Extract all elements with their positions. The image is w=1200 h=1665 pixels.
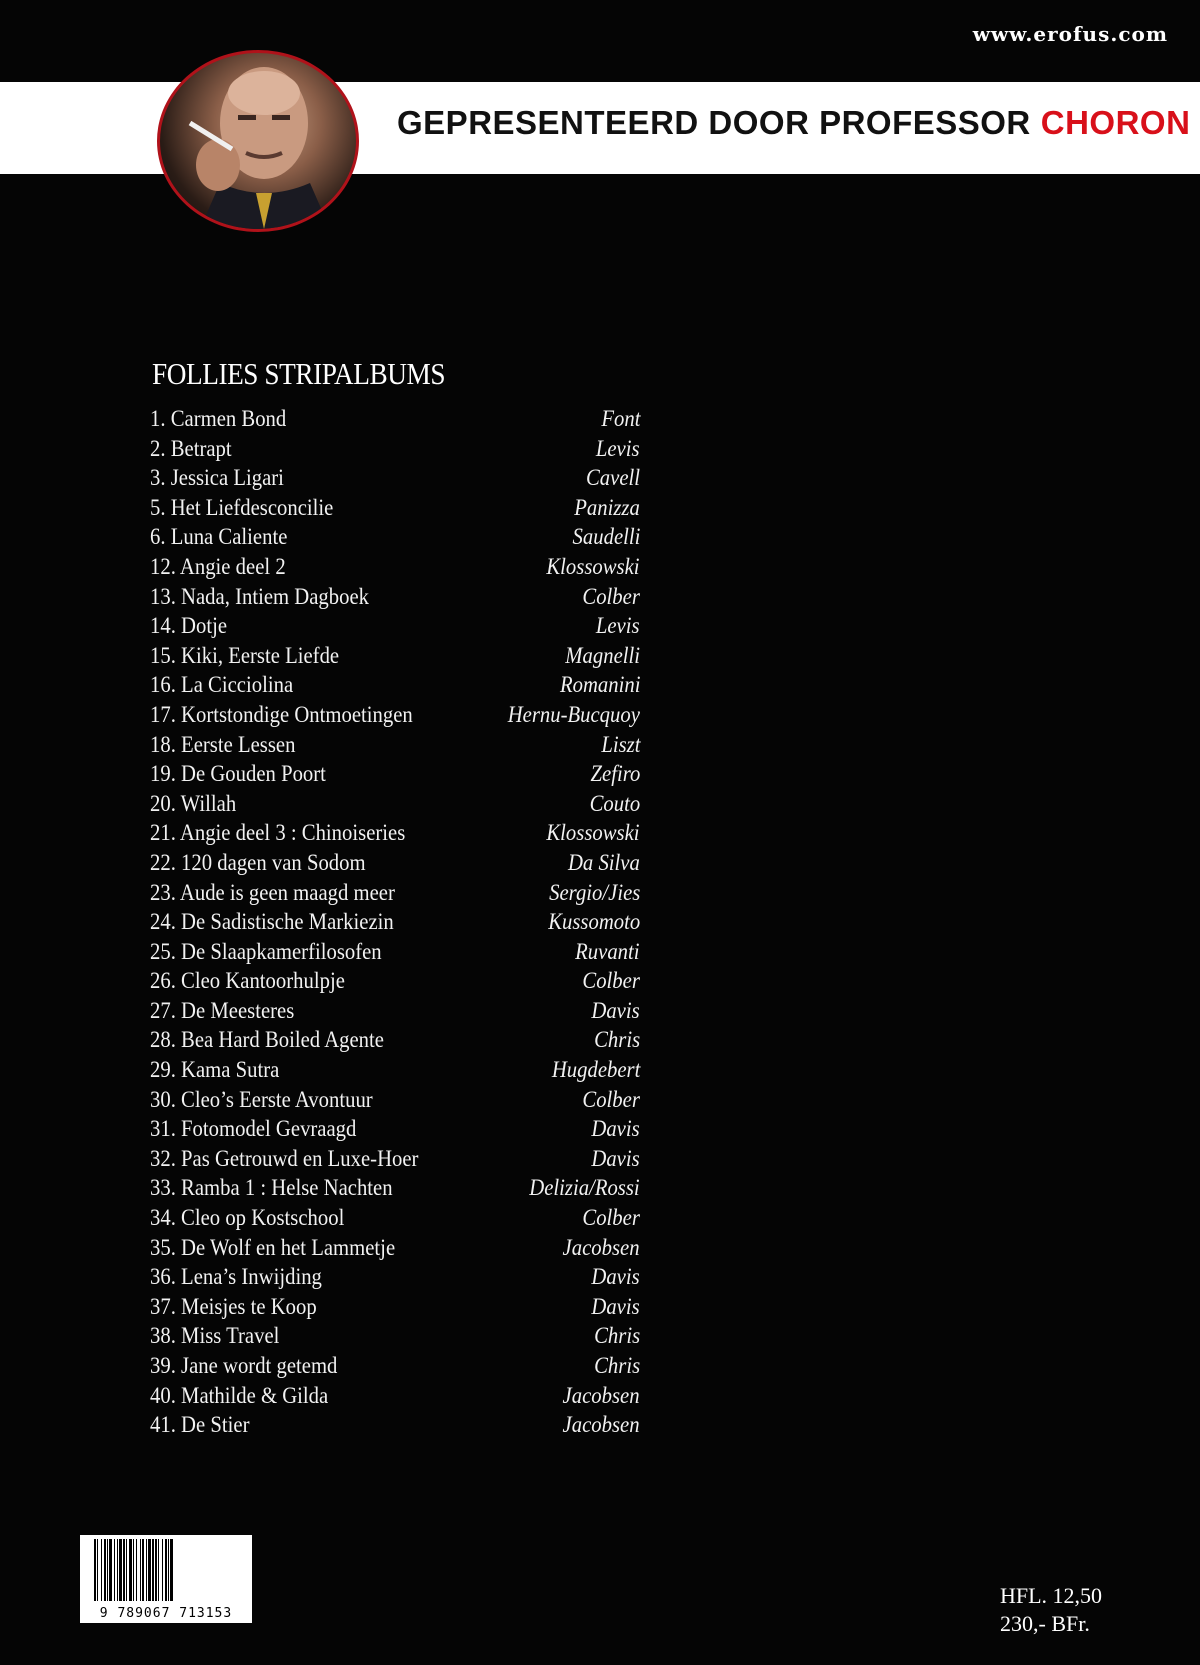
barcode-bar <box>140 1539 141 1601</box>
album-author: Levis <box>596 613 640 639</box>
list-item <box>150 1410 640 1440</box>
list-item <box>150 966 640 996</box>
list-item <box>150 700 640 730</box>
list-item <box>150 996 640 1026</box>
list-item <box>150 937 640 967</box>
barcode-bars <box>94 1539 242 1601</box>
album-title: 41. De Stier <box>150 1412 250 1438</box>
list-item <box>150 907 640 937</box>
list-item <box>150 1381 640 1411</box>
list-item <box>150 582 640 612</box>
album-author: Liszt <box>600 731 640 757</box>
album-title: 1. Carmen Bond <box>150 406 287 431</box>
list-item <box>150 404 640 434</box>
album-title: 2. Betrapt <box>150 435 232 461</box>
album-title: 18. Eerste Lessen <box>150 731 296 757</box>
album-title: 15. Kiki, Eerste Liefde <box>150 642 340 668</box>
album-title: 31. Fotomodel Gevraagd <box>150 1116 357 1142</box>
banner-text <box>397 104 1190 142</box>
barcode-bar <box>148 1539 151 1601</box>
album-author: Colber <box>582 968 640 994</box>
album-title: 29. Kama Sutra <box>150 1057 280 1083</box>
barcode-bar <box>109 1539 112 1601</box>
barcode-bar <box>97 1539 98 1601</box>
album-author: Colber <box>582 1086 640 1112</box>
barcode-bar <box>152 1539 154 1601</box>
barcode-bar <box>168 1539 169 1601</box>
album-title: 37. Meisjes te Koop <box>150 1293 317 1319</box>
album-title: 16. La Cicciolina <box>150 672 294 698</box>
album-author: Jacobsen <box>562 1234 640 1260</box>
album-author: Couto <box>589 790 640 816</box>
portrait-illustration <box>160 53 356 229</box>
barcode-bar <box>101 1539 102 1601</box>
list-item <box>150 611 640 641</box>
list-item <box>150 1233 640 1263</box>
album-author: Da Silva <box>568 849 640 875</box>
barcode-number: 9 789067 713153 <box>99 1606 233 1621</box>
barcode-bar <box>162 1539 163 1601</box>
album-author: Zefiro <box>590 761 640 787</box>
album-title: 5. Het Liefdesconcilie <box>150 494 334 520</box>
album-title: 23. Aude is geen maagd meer <box>150 879 395 905</box>
list-item <box>150 848 640 878</box>
list-item <box>150 463 640 493</box>
list-item <box>150 1262 640 1292</box>
album-author: Jacobsen <box>562 1412 640 1438</box>
album-title: 14. Dotje <box>150 613 228 639</box>
album-author: Magnelli <box>565 642 640 668</box>
list-item <box>150 493 640 523</box>
album-author: Hugdebert <box>551 1057 640 1083</box>
list-item <box>150 759 640 789</box>
album-author: Chris <box>593 1323 640 1349</box>
album-author: Chris <box>593 1353 640 1378</box>
list-item <box>150 1025 640 1055</box>
price-block <box>1000 1582 1102 1638</box>
album-author: Jacobsen <box>562 1382 640 1408</box>
album-author: Kussomoto <box>547 909 640 935</box>
album-title: 17. Kortstondige Ontmoetingen <box>150 701 413 727</box>
album-author: Hernu-Bucquoy <box>507 701 640 727</box>
price-hfl: HFL. 12,50 <box>1000 1583 1103 1608</box>
barcode-bar <box>94 1539 96 1601</box>
list-item <box>150 1321 640 1351</box>
presenter-portrait <box>157 50 359 232</box>
list-item <box>150 1085 640 1115</box>
album-author: Davis <box>591 1264 640 1290</box>
album-author: Chris <box>593 1027 640 1053</box>
barcode-bar <box>165 1539 167 1601</box>
album-author: Delizia/Rossi <box>529 1175 640 1201</box>
album-list <box>150 404 640 1440</box>
album-title: 26. Cleo Kantoorhulpje <box>150 968 345 994</box>
list-item <box>150 434 640 464</box>
barcode-bar <box>107 1539 108 1601</box>
list-item <box>150 789 640 819</box>
album-title: 28. Bea Hard Boiled Agente <box>150 1027 384 1053</box>
banner-presenter-label: GEPRESENTEERD DOOR PROFESSOR <box>397 104 1031 141</box>
price-bfr: 230,- BFr. <box>1000 1611 1090 1636</box>
list-item <box>150 670 640 700</box>
album-author: Davis <box>591 1145 640 1171</box>
album-author: Sergio/Jies <box>548 879 640 905</box>
barcode-bar <box>129 1539 132 1601</box>
album-title: 3. Jessica Ligari <box>150 465 284 491</box>
album-title: 19. De Gouden Poort <box>150 761 326 787</box>
album-title: 12. Angie deel 2 <box>150 553 286 579</box>
list-item <box>150 1203 640 1233</box>
album-title: 13. Nada, Intiem Dagboek <box>150 583 370 609</box>
album-title: 33. Ramba 1 : Helse Nachten <box>150 1175 393 1201</box>
album-author: Klossowski <box>546 553 640 579</box>
album-author: Panizza <box>574 494 640 520</box>
barcode-bar <box>146 1539 147 1601</box>
barcode-bar <box>136 1539 137 1601</box>
album-author: Davis <box>591 1116 640 1142</box>
album-author: Davis <box>591 997 640 1023</box>
album-author: Davis <box>591 1293 640 1319</box>
album-author: Romanini <box>559 672 640 698</box>
list-item <box>150 552 640 582</box>
album-author: Ruvanti <box>575 938 640 964</box>
album-title: 24. De Sadistische Markiezin <box>150 909 394 935</box>
album-title: 32. Pas Getrouwd en Luxe-Hoer <box>150 1145 419 1171</box>
album-title: 25. De Slaapkamerfilosofen <box>150 938 382 964</box>
album-title: 40. Mathilde & Gilda <box>150 1382 329 1408</box>
list-item <box>150 522 640 552</box>
album-title: 21. Angie deel 3 : Chinoiseries <box>150 820 406 846</box>
album-title: 35. De Wolf en het Lammetje <box>150 1234 396 1260</box>
album-title: 34. Cleo op Kostschool <box>150 1205 345 1231</box>
album-title: 30. Cleo’s Eerste Avontuur <box>150 1086 373 1112</box>
barcode-bar <box>158 1539 159 1601</box>
album-author: Font <box>600 406 640 431</box>
list-item <box>150 730 640 760</box>
album-title: 38. Miss Travel <box>150 1323 280 1349</box>
banner-presenter-name: CHORON <box>1040 104 1191 141</box>
barcode-bar <box>133 1539 134 1601</box>
barcode-bar <box>170 1539 173 1601</box>
album-title: 36. Lena’s Inwijding <box>150 1264 322 1290</box>
barcode-bar <box>142 1539 144 1601</box>
album-title: 39. Jane wordt getemd <box>150 1353 338 1378</box>
barcode-bar <box>126 1539 127 1601</box>
list-item <box>150 1144 640 1174</box>
barcode-bar <box>104 1539 106 1601</box>
barcode-bar <box>123 1539 125 1601</box>
watermark: www.erofus.com <box>972 22 1168 46</box>
album-title: 27. De Meesteres <box>150 997 295 1023</box>
album-author: Colber <box>582 1205 640 1231</box>
barcode <box>80 1535 252 1623</box>
album-author: Cavell <box>585 465 640 491</box>
album-author: Colber <box>582 583 640 609</box>
album-author: Klossowski <box>546 820 640 846</box>
album-author: Levis <box>596 435 640 461</box>
list-item <box>150 818 640 848</box>
list-item <box>150 1173 640 1203</box>
list-item <box>150 878 640 908</box>
list-item <box>150 1055 640 1085</box>
list-item <box>150 641 640 671</box>
album-title: 6. Luna Caliente <box>150 524 288 550</box>
album-author: Saudelli <box>572 524 640 550</box>
barcode-bar <box>117 1539 118 1601</box>
list-item <box>150 1351 640 1381</box>
list-item <box>150 1114 640 1144</box>
barcode-bar <box>114 1539 115 1601</box>
album-title: 22. 120 dagen van Sodom <box>150 849 366 875</box>
barcode-bar <box>119 1539 122 1601</box>
barcode-bar <box>155 1539 157 1601</box>
list-item <box>150 1292 640 1322</box>
list-title: FOLLIES STRIPALBUMS <box>152 356 446 391</box>
album-title: 20. Willah <box>150 790 237 816</box>
